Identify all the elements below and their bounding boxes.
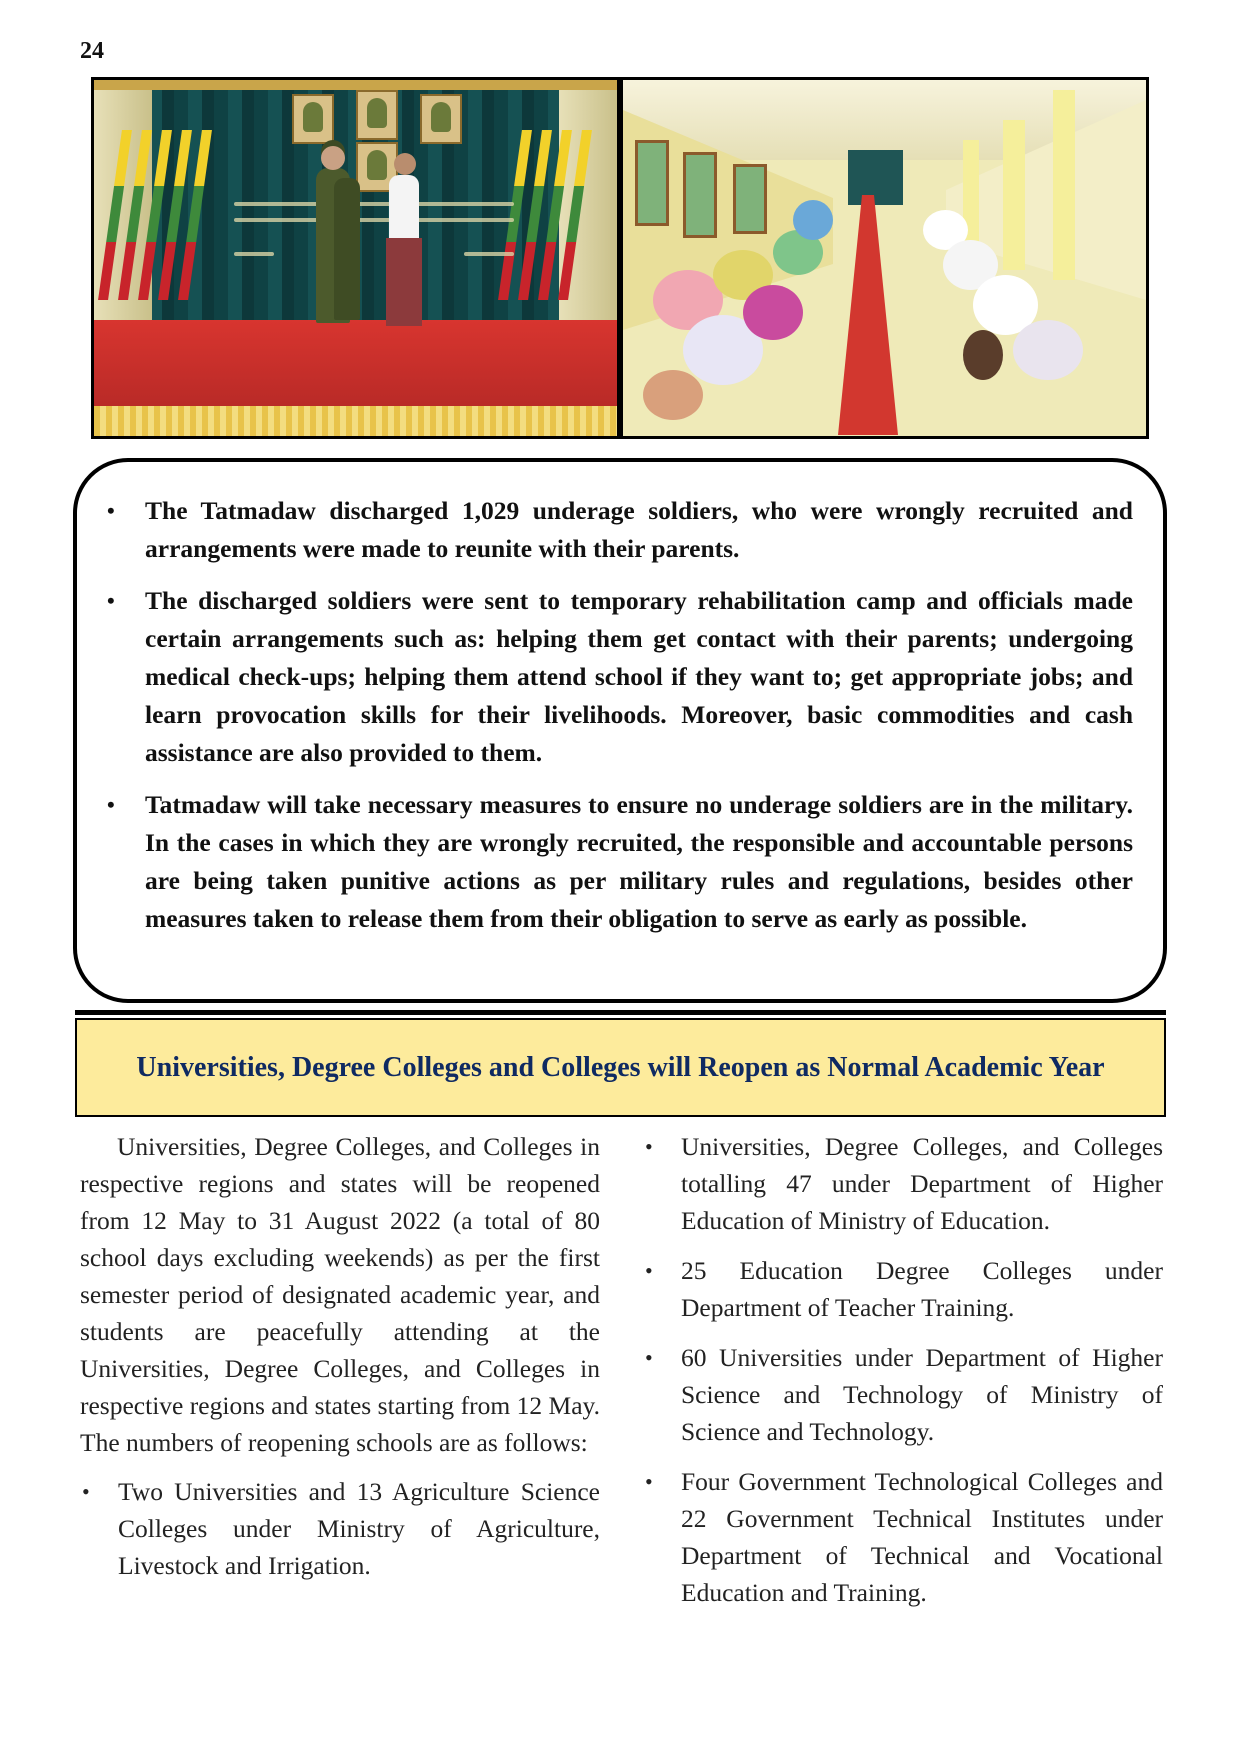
heading-rule	[75, 1010, 1166, 1015]
bullet-icon: •	[645, 1134, 653, 1159]
list-item: • Universities, Degree Colleges, and Colleges totalling 47 under Department of Higher Education of Ministry of Education.	[643, 1128, 1163, 1239]
list-item: • Two Universities and 13 Agriculture Science Colleges under Ministry of Agriculture, Livestock and Irrigation.	[80, 1473, 600, 1584]
page-number: 24	[80, 38, 104, 64]
list-item: • 25 Education Degree Colleges under Department of Teacher Training.	[643, 1252, 1163, 1326]
info-bullet-list	[107, 492, 1133, 952]
info-bullet: • The discharged soldiers were sent to temporary rehabilitation camp and officials made certain arrangements such as: helping them get contact with their parents; undergoing medical check-ups; helping them attend school if they want to; get appropriate jobs; and learn provocation skills for their livelihoods. Moreover, basic commodities and cash assistance are also provided to them.	[107, 582, 1133, 772]
section-heading: Universities, Degree Colleges and Colleges will Reopen as Normal Academic Year	[136, 1052, 1105, 1083]
info-box	[73, 458, 1167, 1003]
list-item: • Four Government Technological Colleges and 22 Government Technical Institutes under Department of Technical and Vocational Education and Training.	[643, 1463, 1163, 1611]
bullet-icon: •	[645, 1469, 653, 1494]
section-heading-box	[75, 1018, 1166, 1117]
bullet-icon: •	[645, 1345, 653, 1370]
list-item: • 60 Universities under Department of Higher Science and Technology of Ministry of Science and Technology.	[643, 1339, 1163, 1450]
bullet-icon: •	[107, 498, 115, 523]
photo-strip	[91, 77, 1149, 439]
bullet-icon: •	[107, 792, 115, 817]
info-bullet: • The Tatmadaw discharged 1,029 underage soldiers, who were wrongly recruited and arrangements were made to reunite with their parents.	[107, 492, 1133, 568]
right-bullet-list	[643, 1128, 1163, 1611]
info-bullet: • Tatmadaw will take necessary measures to ensure no underage soldiers are in the military. In the cases in which they are wrongly recruited, the responsible and accountable persons are being taken punitive actions as per military rules and regulations, besides other measures taken to release them from their obligation to serve as early as possible.	[107, 786, 1133, 938]
left-bullet-list	[80, 1473, 600, 1584]
left-column	[80, 1128, 600, 1597]
hall-audience-photo	[623, 80, 1146, 436]
bullet-icon: •	[82, 1479, 90, 1504]
award-ceremony-photo	[94, 80, 617, 436]
intro-paragraph: Universities, Degree Colleges, and Colleges in respective regions and states will be reopened from 12 May to 31 August 2022 (a total of 80 school days excluding weekends) as per the first semester period of designated academic year, and students are peacefully attending at the Universities, Degree Colleges, and Colleges in respective regions and states starting from 12 May. The numbers of reopening schools are as follows:	[80, 1132, 600, 1457]
right-column	[643, 1128, 1163, 1624]
bullet-icon: •	[107, 588, 115, 613]
bullet-icon: •	[645, 1258, 653, 1283]
